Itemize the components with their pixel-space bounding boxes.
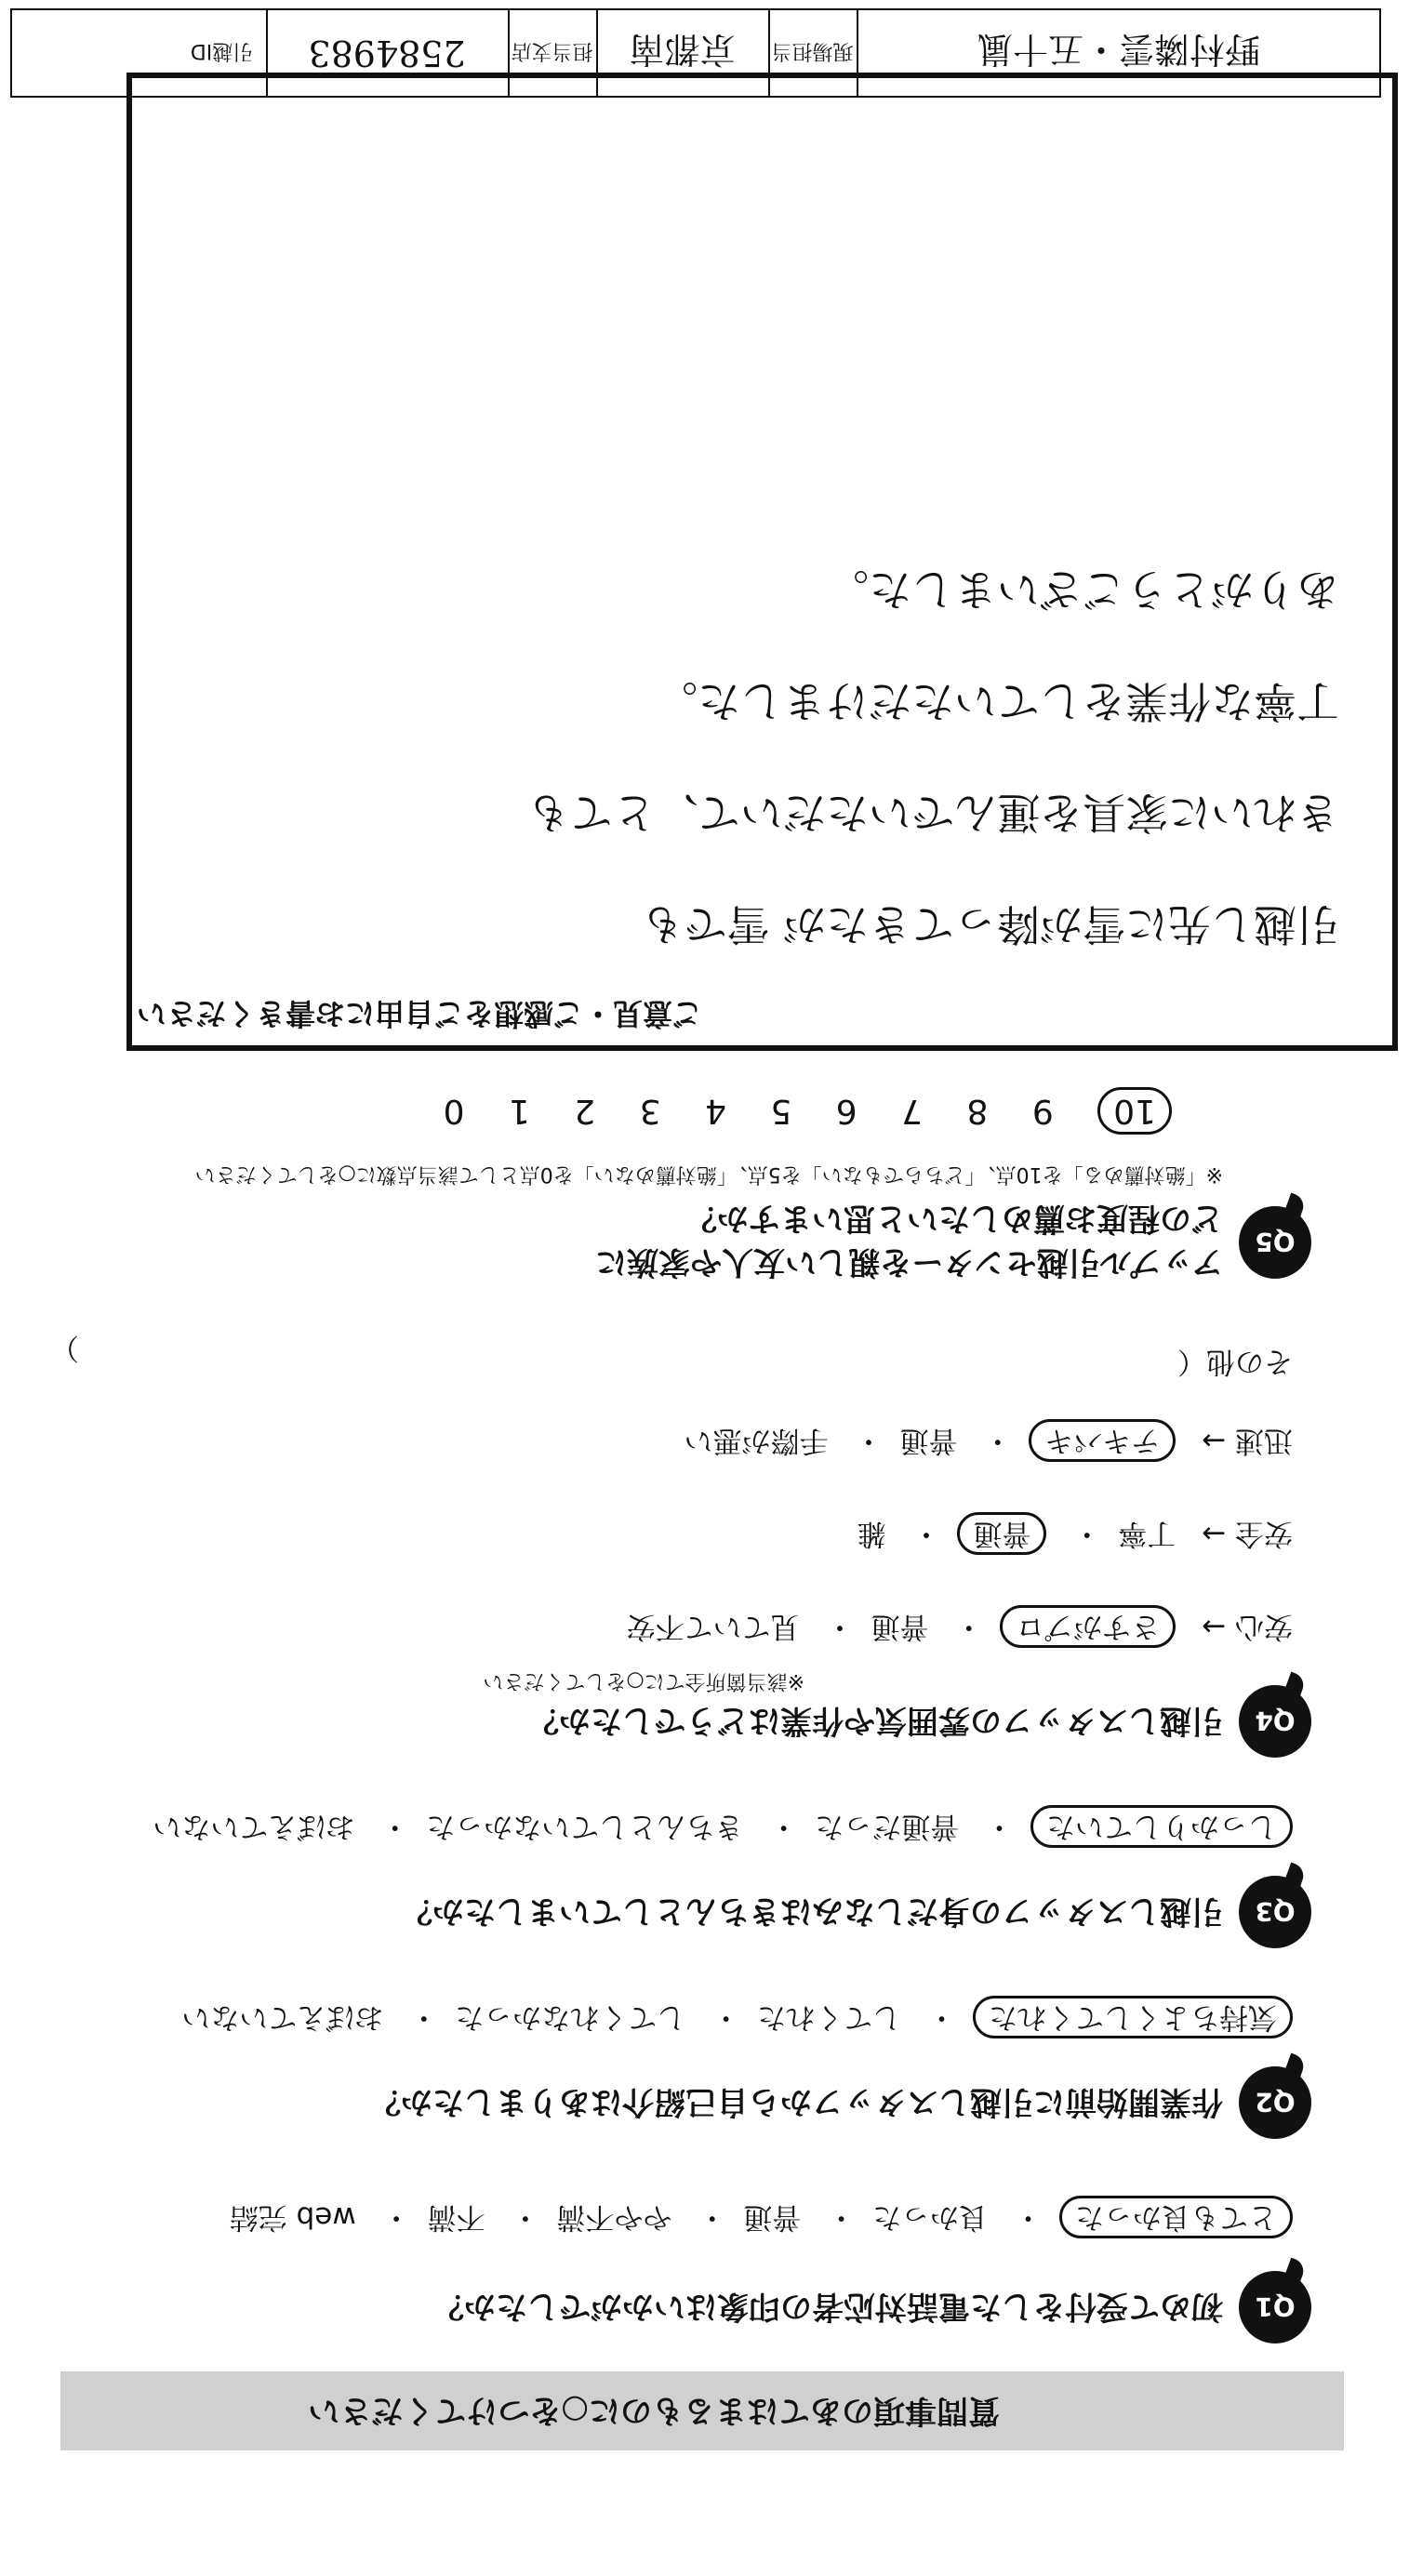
q4-anshin-option-3[interactable]: 見ていて不安 (626, 1610, 800, 1643)
score-10[interactable]: 10 (1097, 1087, 1172, 1135)
id-label: 引越ID (190, 39, 254, 63)
q4-other (1177, 1344, 1293, 1386)
q3-option-1[interactable]: しっかりしていた (1030, 1805, 1293, 1848)
q1-option-3[interactable]: 普通 (743, 2200, 802, 2234)
q1-option-2[interactable]: 良かった (872, 2200, 989, 2234)
q4-other-label: その他（ (1177, 1345, 1293, 1378)
q4-anshin-option-2[interactable]: 普通 (871, 1610, 929, 1643)
staff-value-cell (858, 10, 1379, 96)
id-value: 2584983 (308, 33, 466, 73)
q2-option-2[interactable]: してくれた (757, 2000, 902, 2034)
q3-text: 引越しスタッフの身だしなみはきちんとしていましたか？ (401, 1892, 1223, 1930)
header-table (10, 8, 1381, 98)
score-3[interactable]: 3 (639, 1092, 661, 1130)
score-8[interactable]: 8 (966, 1092, 989, 1130)
q3-option-2[interactable]: 普通だった (815, 1810, 960, 1843)
score-5[interactable]: 5 (770, 1092, 792, 1130)
instruction-text: 質問事項のあてはまるものに○をつけてください (308, 2392, 1000, 2429)
score-0[interactable]: 0 (443, 1092, 465, 1130)
staff-value: 野村隣雲・五十嵐 (977, 29, 1261, 71)
q1-option-4[interactable]: やや不満 (556, 2200, 672, 2234)
q5-text-line1: アップル引越センターを親しい友人や家族に (595, 1243, 1223, 1281)
branch-value-cell (596, 10, 770, 96)
free-comment-line-3[interactable]: 丁寧な作業をしていただけました。 (655, 676, 1339, 726)
q4-row-label: 迅速 → (1202, 1424, 1293, 1457)
score-2[interactable]: 2 (574, 1092, 596, 1130)
free-comment-line-2[interactable]: きれいに家具を運んでいただいて、とても (526, 788, 1339, 838)
q2-option-3[interactable]: してくれなかった (455, 2000, 686, 2034)
staff-label: 現場担当 (771, 39, 854, 63)
q2-text: 作業開始前に引越しスタッフから自己紹介はありましたか？ (369, 2083, 1223, 2120)
q5-scale (410, 1092, 1172, 1130)
q4-jinsoku-option-3[interactable]: 手際が悪い (684, 1424, 829, 1457)
score-6[interactable]: 6 (835, 1092, 857, 1130)
q2-option-1[interactable]: 気持ちよくしてくれた (973, 1996, 1293, 2038)
q1-option-5[interactable]: 不満 (427, 2200, 485, 2234)
q4-anzen-option-1[interactable]: 丁寧 (1118, 1517, 1176, 1550)
q2-badge: Q2 (1239, 2066, 1311, 2139)
q4-row-jinsoku: 迅速 → テキパキ・ 普通・ 手際が悪い (668, 1423, 1293, 1465)
q4-text: 引越しスタッフの雰囲気や作業はどうでしたか？ (527, 1702, 1223, 1739)
q1-options: とても良かった・ 良かった・ 普通・ やや不満・ 不満・ web 完結 (213, 2199, 1293, 2241)
q4-jinsoku-option-2[interactable]: 普通 (899, 1424, 958, 1457)
q5-badge: Q5 (1239, 1206, 1311, 1279)
q4-note: ※該当箇所全てに○をしてください (483, 1669, 804, 1693)
q4-anshin-option-1[interactable]: さすがプロ (1000, 1605, 1176, 1648)
q2-option-4[interactable]: おぼえていない (181, 2000, 384, 2034)
q4-other-close: ） (50, 1331, 79, 1364)
branch-label: 担当支店 (511, 39, 593, 63)
q4-row-anzen: 安全 → 丁寧・ 普通・ 雑 (841, 1516, 1293, 1558)
q4-badge: Q4 (1239, 1685, 1311, 1758)
score-1[interactable]: 1 (508, 1092, 530, 1130)
q5-note: ※「絶対薦める」を10点、「どちらでもない」を5点、「絶対薦めない」を0点として該当点数に○をしてください (194, 1162, 1223, 1186)
q4-anzen-option-3[interactable]: 雑 (857, 1517, 886, 1550)
q3-option-3[interactable]: きちんとしていなかった (426, 1810, 744, 1843)
staff-label-cell (768, 10, 858, 96)
id-label-cell (178, 10, 268, 96)
q1-option-1[interactable]: とても良かった (1059, 2196, 1293, 2238)
q3-badge: Q3 (1239, 1876, 1311, 1948)
q5-text-line2: どの程度お薦めしたいと思いますか？ (685, 1200, 1223, 1237)
q2-options: 気持ちよくしてくれた・ してくれた・ してくれなかった・ おぼえていない (165, 1999, 1293, 2041)
q3-options: しっかりしていた・ 普通だった・ きちんとしていなかった・ おぼえていない (136, 1809, 1293, 1851)
q4-row-label: 安全 → (1202, 1517, 1293, 1550)
q4-row-anshin: 安心 → さすがプロ・ 普通・ 見ていて不安 (610, 1609, 1293, 1651)
free-comment-heading: ご意見・ご感想をご自由にお書きください (136, 996, 702, 1031)
q1-badge: Q1 (1239, 2271, 1311, 2344)
score-4[interactable]: 4 (705, 1092, 726, 1130)
score-7[interactable]: 7 (901, 1092, 924, 1130)
q4-anzen-option-2[interactable]: 普通 (957, 1512, 1046, 1555)
q1-text: 初めて受付をした電話対応者の印象はいかがでしたか？ (432, 2288, 1223, 2325)
id-value-cell (266, 10, 510, 96)
branch-value: 京都南 (629, 29, 736, 71)
score-9[interactable]: 9 (1031, 1092, 1054, 1130)
branch-label-cell (508, 10, 598, 96)
q3-option-4[interactable]: おぼえていない (153, 1810, 355, 1843)
free-comment-line-4[interactable]: ありがとうございました。 (826, 564, 1339, 615)
q4-jinsoku-option-1[interactable]: テキパキ (1029, 1419, 1176, 1462)
q4-row-label: 安心 → (1202, 1610, 1293, 1643)
free-comment-line-1[interactable]: 引越し先に雪が降ってきたが 雪でも (641, 899, 1339, 949)
q1-option-6[interactable]: web 完結 (229, 2200, 356, 2234)
